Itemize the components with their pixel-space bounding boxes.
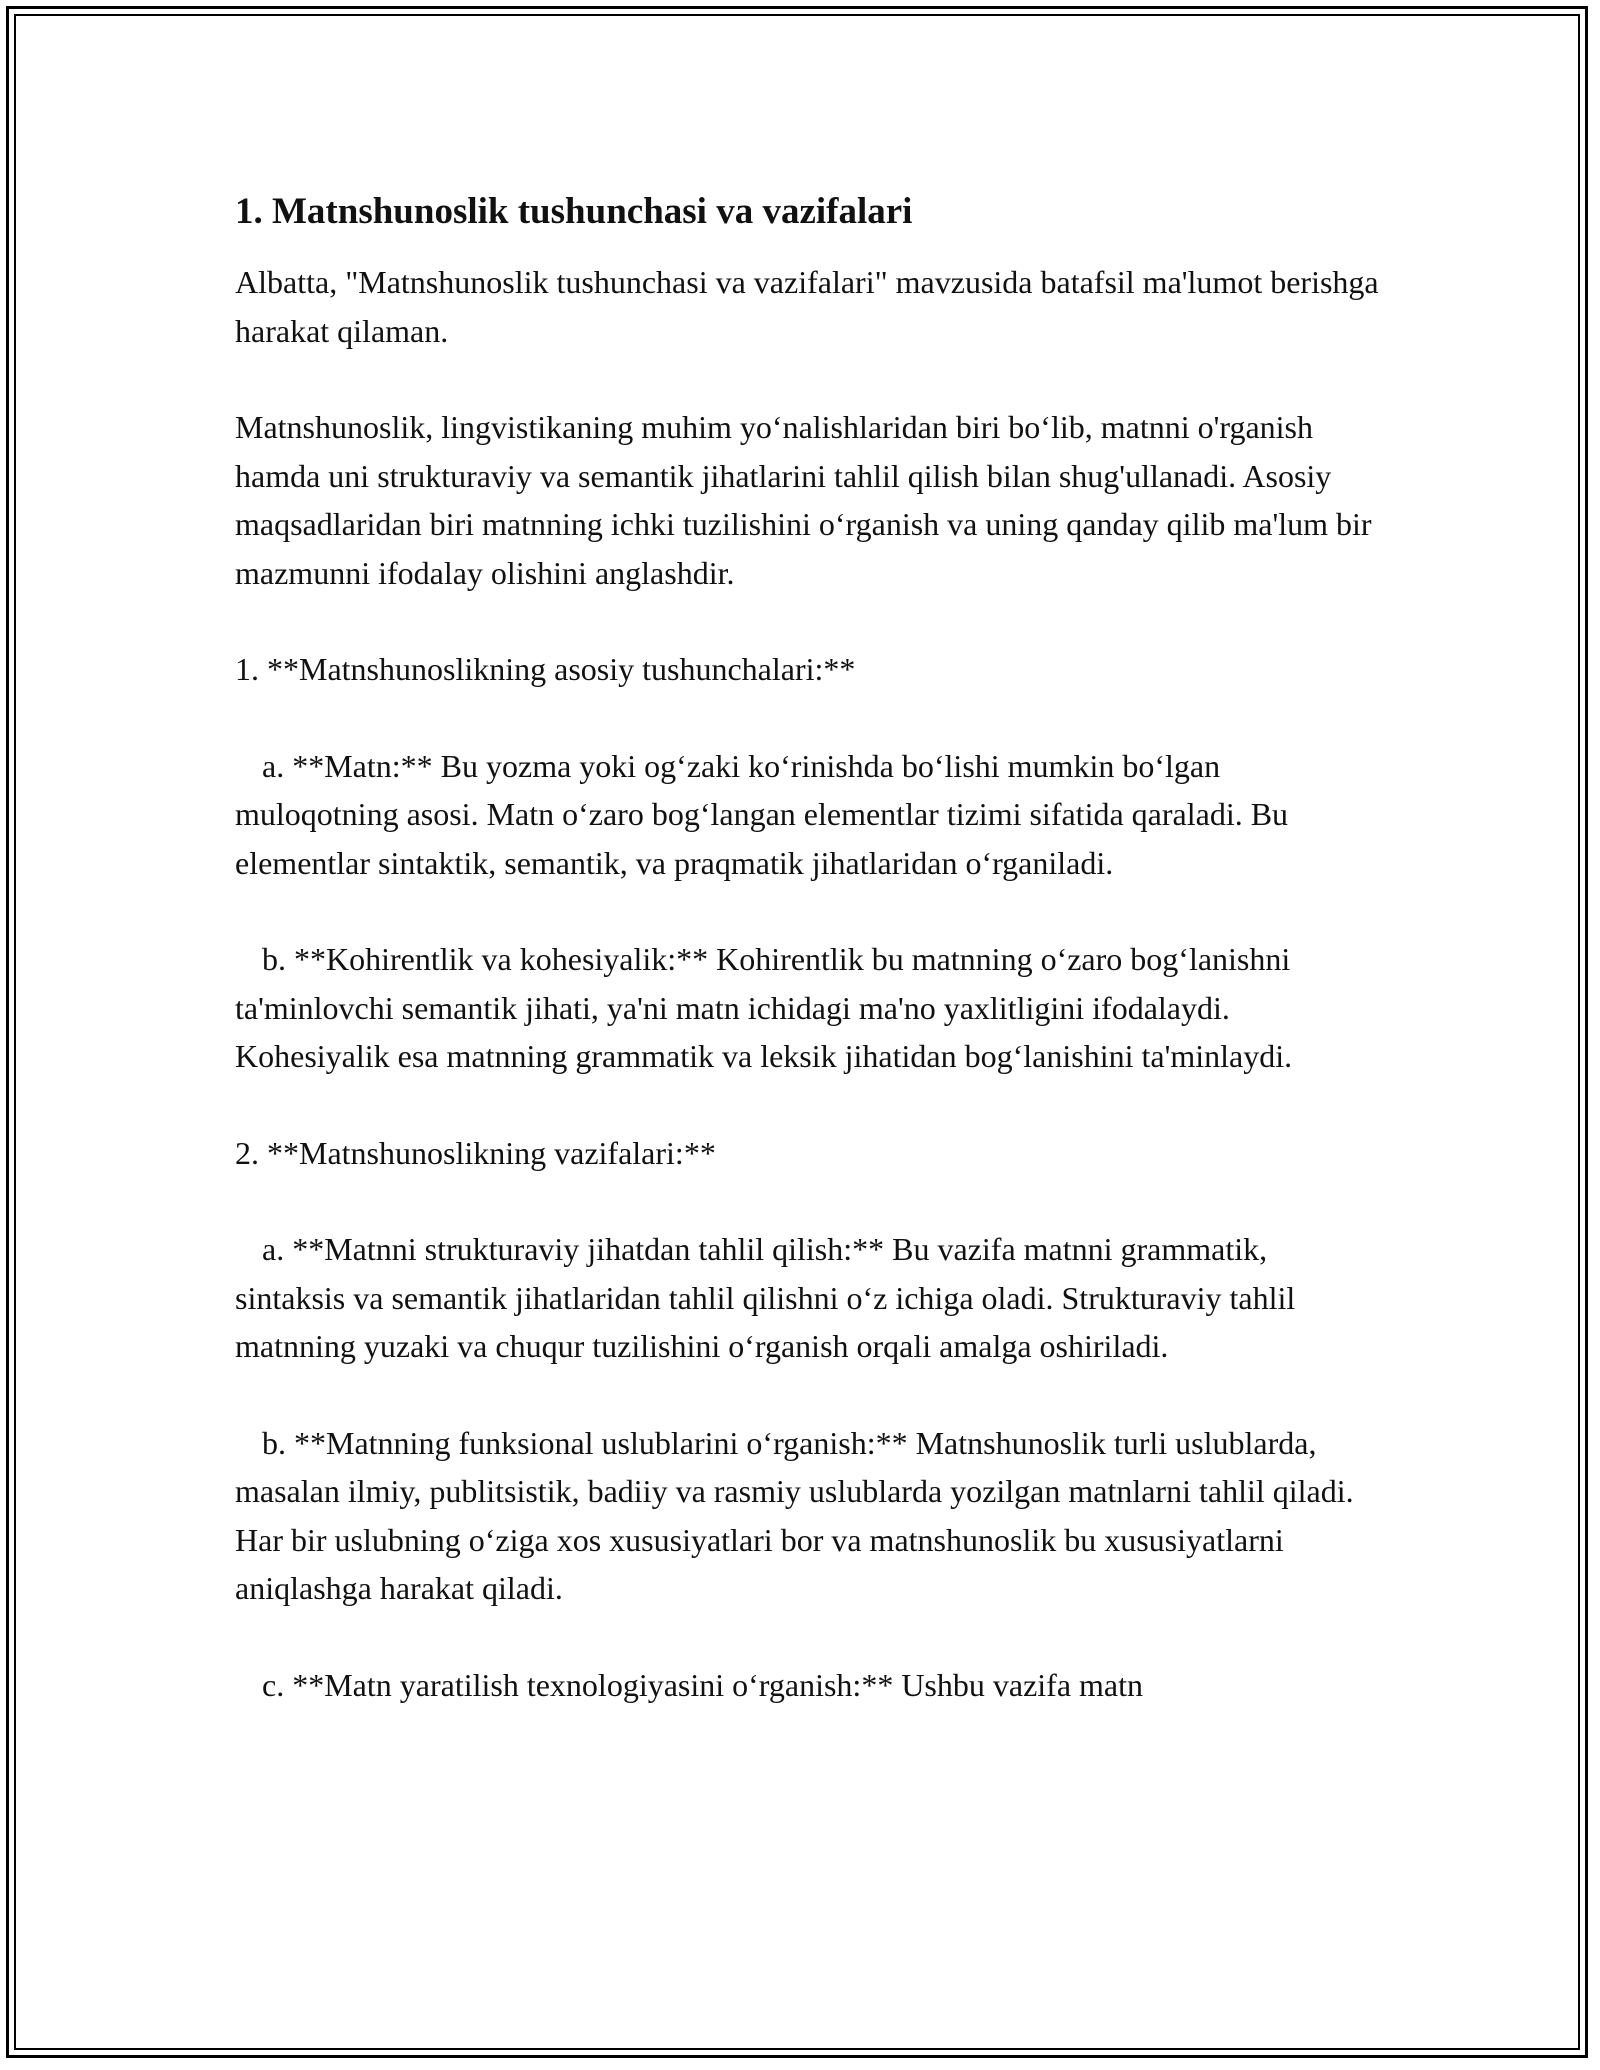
section-heading-concepts: 1. **Matnshunoslikning asosiy tushunchalari:**	[235, 651, 856, 687]
list-item-functional-styles: b. **Matnning funksional uslublarini o‘rganish:** Matnshunoslik turli uslublarda, masalan ilmiy, publitsistik, badiiy va rasmiy uslublarda yozilgan matnlarni tahlil qiladi. Har bir uslubning o‘ziga xos xususiyatlari bor va matnshunoslik bu xususiyatlarni aniqlashga harakat qiladi.	[235, 1424, 1362, 1606]
document-title: 1. Matnshunoslik tushunchasi va vazifalari	[235, 191, 913, 232]
list-item-matn: a. **Matn:** Bu yozma yoki og‘zaki ko‘rinishda bo‘lishi mumkin bo‘lgan muloqotning asosi. Matn o‘zaro bog‘langan elementlar tizimi sifatida qaraladi. Bu elementlar sintaktik, semantik, va praqmatik jihatlaridan o‘rganiladi.	[235, 747, 1297, 881]
document-body	[235, 188, 1385, 1709]
section-heading-tasks: 2. **Matnshunoslikning vazifalari:**	[235, 1134, 716, 1171]
paragraph-intro: Albatta, "Matnshunoslik tushunchasi va vazifalari" mavzusida batafsil ma'lumot berishga harakat qilaman.	[235, 264, 1387, 349]
list-item-structural-analysis: a. **Matnni strukturaviy jihatdan tahlil qilish:** Bu vazifa matnni grammatik, sintaksis va semantik jihatlaridan tahlil qilishni o‘z ichiga oladi. Strukturaviy tahlil matnning yuzaki va chuqur tuzilishini o‘rganish orqali amalga oshiriladi.	[235, 1231, 1304, 1364]
list-item-kohirentlik: b. **Kohirentlik va kohesiyalik:** Kohirentlik bu matnning o‘zaro bog‘lanishni ta'minlovchi semantik jihati, ya'ni matn ichidagi ma'no yaxlitligini ifodalaydi. Kohesiyalik esa matnning grammatik va leksik jihatidan bog‘lanishini ta'minlaydi.	[235, 941, 1299, 1074]
list-item-text-creation: c. **Matn yaratilish texnologiyasini o‘rganish:** Ushbu vazifa matn	[262, 1666, 1144, 1703]
paragraph-definition: Matnshunoslik, lingvistikaning muhim yo‘nalishlaridan biri bo‘lib, matnni o'rganish hamda uni strukturaviy va semantik jihatlarini tahlil qilish bilan shug'ullanadi. Asosiy maqsadlaridan biri matnning ichki tuzilishini o‘rganish va uning qanday qilib ma'lum bir mazmunni ifodalay olishini anglashdir.	[235, 409, 1380, 591]
